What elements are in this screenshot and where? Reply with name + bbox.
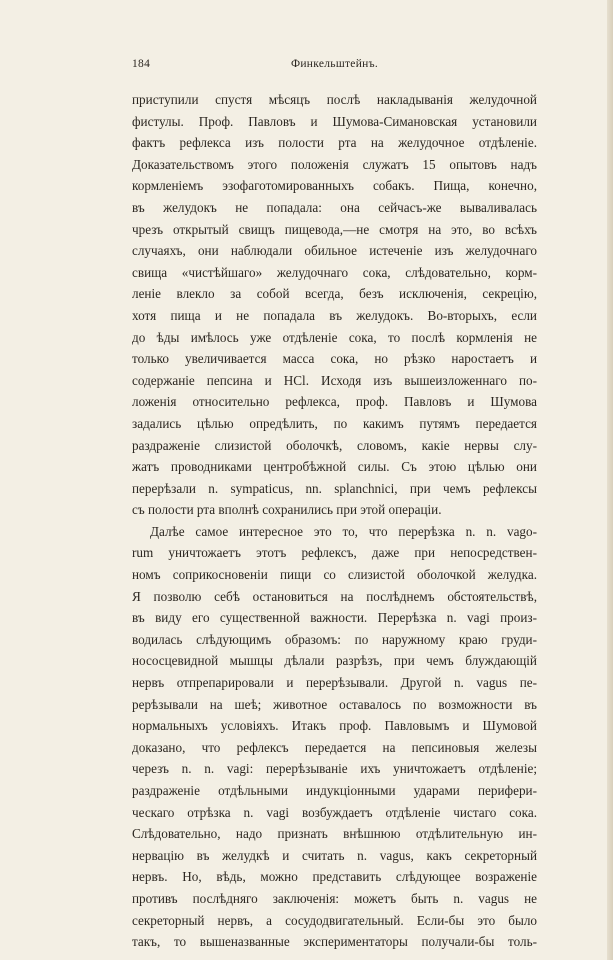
text-line: Далѣе самое интересное это то, что перерѣзка n. n. vago- <box>150 523 537 539</box>
text-line: фактъ рефлекса изъ полости рта на желудочное отдѣленіе. <box>132 135 537 151</box>
text-line: рерѣзывали на шеѣ; животное оставалось по возможности въ <box>132 696 537 712</box>
text-line: нервацію въ желудкѣ и считать n. vagus, какъ секреторный <box>132 847 537 863</box>
text-line: только увеличивается масса сока, но рѣзко наростаетъ и <box>132 351 537 367</box>
text-line: нормальныхъ условіяхъ. Итакъ проф. Павловымъ и Шумовой <box>132 718 537 734</box>
running-title: Финкельштейнъ. <box>290 58 379 70</box>
text-line: ческаго отрѣзка n. vagi возбуждаетъ отдѣленіе чистаго сока. <box>132 804 537 820</box>
text-line: нососцевидной мышцы дѣлали разрѣзъ, при чемъ блуждающій <box>132 653 537 669</box>
text-line: хотя пища и не попадала въ желудокъ. Во-вторыхъ, если <box>132 307 537 323</box>
body-text <box>132 89 537 953</box>
text-line: чрезъ открытый свищъ пищевода,—не смотря на это, во всѣхъ <box>132 221 537 237</box>
text-line: раздраженіе отдѣльными индукціонными ударами перифери- <box>132 783 537 798</box>
text-line: раздраженіе слизистой оболочкѣ, словомъ, какіе нервы слу- <box>132 437 537 453</box>
text-line: леніе влекло за собой всегда, безъ исключенія, секрецію, <box>132 286 537 302</box>
text-line: свища «чистѣйшаго» желудочнаго сока, слѣдовательно, корм- <box>132 264 537 280</box>
text-line: случаяхъ, они наблюдали обильное истеченіе изъ желудочнаго <box>132 243 537 259</box>
text-line: перерѣзали n. sympaticus, nn. splanchnici, при чемъ рефлексы <box>132 480 537 496</box>
paragraph-1 <box>132 89 537 521</box>
paragraph-2 <box>132 521 537 953</box>
text-line: кормленіемъ эзофаготомированныхъ собакъ. Пища, конечно, <box>132 178 537 194</box>
text-line: нервъ. Но, вѣдь, можно представить слѣдующее возраженіе <box>132 869 537 885</box>
text-line: въ виду его существенной важности. Перерѣзка n. vagi произ- <box>132 610 537 626</box>
text-line: секреторный нервъ, а сосудодвигательный. Если-бы это было <box>132 912 537 928</box>
text-line: доказано, что рефлексъ передается на пепсиновыя железы <box>132 739 537 755</box>
page-header <box>132 58 537 76</box>
text-line: приступили спустя мѣсяцъ послѣ накладыванія желудочной <box>132 92 537 107</box>
page-edge <box>607 0 613 960</box>
text-line: водилась слѣдующимъ образомъ: по наружному краю груди- <box>132 631 537 647</box>
text-line: такъ, то вышеназванные экспериментаторы получали-бы толь- <box>132 934 537 950</box>
text-line: нервъ отпрепарировали и перерѣзывали. Другой n. vagus пе- <box>132 675 537 691</box>
text-line: rum уничтожаетъ этотъ рефлексъ, даже при непосредствен- <box>132 545 537 561</box>
text-line: Слѣдовательно, надо признать внѣшнюю отдѣлительную ин- <box>132 826 537 842</box>
text-line: съ полости рта вполнѣ сохранились при этой операціи. <box>132 502 442 518</box>
text-line: Доказательствомъ этого положенія служатъ 15 опытовъ надъ <box>132 156 537 172</box>
text-line: жатъ проводниками центробѣжной силы. Съ этою цѣлью они <box>132 459 537 475</box>
text-line: до ѣды имѣлось уже отдѣленіе сока, то послѣ кормленія не <box>132 329 537 345</box>
text-line: Я позволю себѣ остановиться на послѣднемъ обстоятельствѣ, <box>132 588 537 604</box>
text-line: задались цѣлью опредѣлить, по какимъ путямъ передается <box>132 415 537 431</box>
text-line: черезъ n. n. vagi: перерѣзываніе ихъ уничтожаетъ отдѣленіе; <box>132 761 537 777</box>
text-line: ложенія относительно рефлекса, проф. Павловъ и Шумова <box>132 394 537 410</box>
text-line: противъ послѣдняго заключенія: можетъ быть n. vagus не <box>132 890 537 906</box>
page-number: 184 <box>132 58 151 70</box>
text-line: содержаніе пепсина и HCl. Исходя изъ вышеизложеннаго по- <box>132 372 537 388</box>
text-line: фистулы. Проф. Павловъ и Шумова-Симановская установили <box>132 113 537 129</box>
text-line: въ желудокъ не попадала: она сейчасъ-же вываливалась <box>132 199 537 215</box>
text-line: номъ соприкосновеніи пищи со слизистой оболочкой желудка. <box>132 567 537 583</box>
